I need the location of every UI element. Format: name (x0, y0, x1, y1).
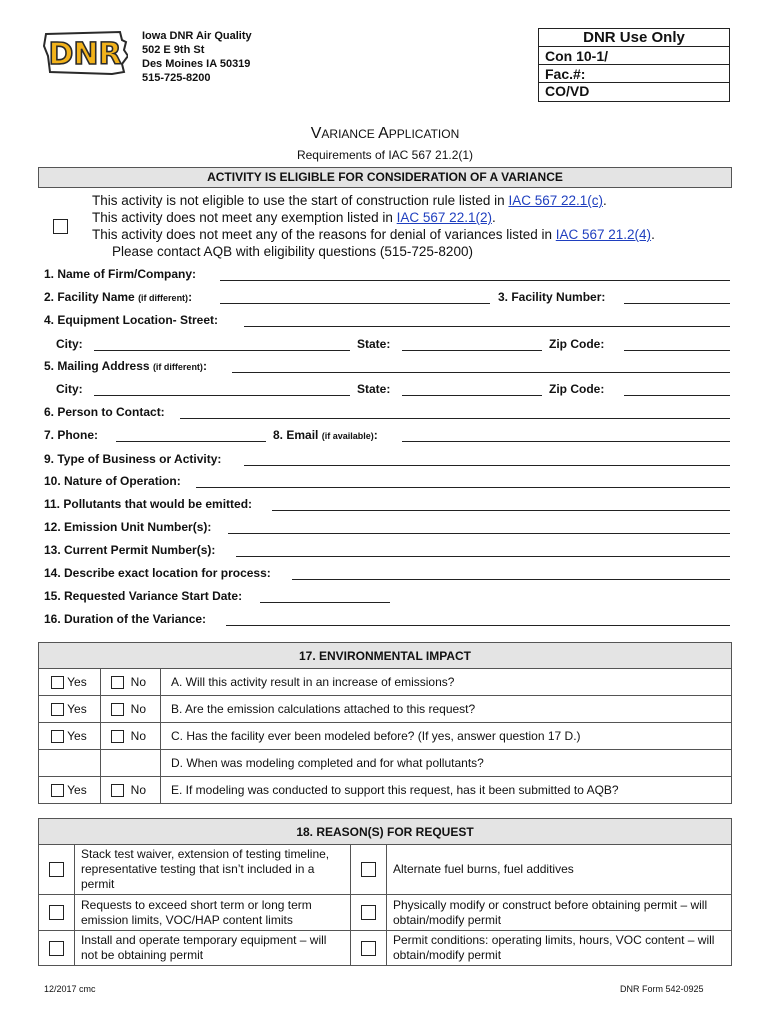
env-row-d (39, 750, 732, 777)
env-e-question: E. If modeling was conducted to support this request, has it been submitted to AQB? (161, 777, 732, 804)
eligibility-text: This activity is not eligible to use the start of construction rule listed in IAC 567 22.1(c). This activity does not meet any exemption listed in IAC 567 22.1(2). This activity does not meet any of the reasons for denial of variances listed in IAC 567 21.2(4). Please contact AQB with eligibility questions (515-725-8200) (92, 193, 655, 259)
reasons-row-2 (39, 895, 732, 931)
reason-5-checkbox[interactable] (39, 931, 75, 966)
use-only-fac: Fac.#: (539, 65, 729, 83)
input-emission-unit[interactable] (228, 533, 730, 534)
input-business-type[interactable] (244, 465, 730, 466)
label-firm: 1. Name of Firm/Company: (44, 267, 197, 281)
input-start-date[interactable] (260, 602, 390, 603)
environmental-impact-table (38, 642, 732, 804)
dnr-use-only-box (538, 28, 730, 102)
reason-1-label: Stack test waiver, extension of testing timeline, representative testing that isn’t included in a permit (75, 845, 351, 895)
page-title (0, 125, 770, 143)
link-iac-22-1c[interactable]: IAC 567 22.1(c) (508, 193, 603, 208)
reason-4-label: Physically modify or construct before obtaining permit – will obtain/modify permit (387, 895, 732, 931)
eligibility-contact: Please contact AQB with eligibility questions (515-725-8200) (112, 244, 473, 259)
env-d-question: D. When was modeling completed and for what pollutants? (161, 750, 732, 777)
requirements-subtitle: Requirements of IAC 567 21.2(1) (296, 148, 474, 162)
input-mailing-address[interactable] (232, 372, 730, 373)
env-row-e (39, 777, 732, 804)
label-facility-number: 3. Facility Number: (498, 290, 606, 304)
input-phone[interactable] (116, 441, 266, 442)
input-contact-person[interactable] (180, 418, 730, 419)
label-state-2: State: (357, 382, 391, 396)
label-contact-person: 6. Person to Contact: (44, 405, 165, 419)
label-permit-numbers: 13. Current Permit Number(s): (44, 543, 216, 557)
env-a-no[interactable]: No (101, 669, 161, 696)
dnr-logo-graphic (42, 26, 128, 76)
input-facility-number[interactable] (624, 303, 730, 304)
label-start-date: 15. Requested Variance Start Date: (44, 589, 243, 603)
input-city-2[interactable] (94, 395, 350, 396)
env-a-question: A. Will this activity result in an increase of emissions? (161, 669, 732, 696)
label-duration: 16. Duration of the Variance: (44, 612, 207, 626)
reasons-header: 18. REASON(S) FOR REQUEST (39, 819, 732, 845)
env-c-yes[interactable]: Yes (39, 723, 101, 750)
agency-city: Des Moines IA 50319 (142, 58, 251, 70)
label-email: 8. Email (if available): (273, 428, 378, 442)
input-duration[interactable] (226, 625, 730, 626)
reason-6-checkbox[interactable] (351, 931, 387, 966)
reason-1-checkbox[interactable] (39, 845, 75, 895)
input-zip-1[interactable] (624, 350, 730, 351)
reason-2-checkbox[interactable] (351, 845, 387, 895)
input-facility-name[interactable] (220, 303, 490, 304)
eligibility-header: ACTIVITY IS ELIGIBLE FOR CONSIDERATION OF A VARIANCE (38, 167, 732, 188)
env-b-yes[interactable]: Yes (39, 696, 101, 723)
label-pollutants: 11. Pollutants that would be emitted: (44, 497, 253, 511)
footer-date: 12/2017 cmc (44, 984, 96, 994)
agency-phone: 515-725-8200 (142, 72, 211, 84)
env-e-no[interactable]: No (101, 777, 161, 804)
env-c-question: C. Has the facility ever been modeled before? (If yes, answer question 17 D.) (161, 723, 732, 750)
footer-form-number: DNR Form 542-0925 (620, 984, 704, 994)
link-iac-22-1-2[interactable]: IAC 567 22.1(2) (396, 210, 492, 225)
input-state-2[interactable] (402, 395, 542, 396)
env-c-no[interactable]: No (101, 723, 161, 750)
reason-3-checkbox[interactable] (39, 895, 75, 931)
title-a: A (378, 125, 389, 142)
dnr-logo (42, 26, 128, 76)
link-iac-21-2-4[interactable]: IAC 567 21.2(4) (555, 227, 652, 242)
use-only-covd: CO/VD (545, 83, 590, 99)
label-city-2: City: (56, 382, 83, 396)
reasons-table (38, 818, 732, 966)
env-row-a (39, 669, 732, 696)
use-only-title: DNR Use Only (539, 29, 729, 47)
label-process-location: 14. Describe exact location for process: (44, 566, 271, 580)
input-process-location[interactable] (292, 579, 730, 580)
reasons-row-1 (39, 845, 732, 895)
reason-4-checkbox[interactable] (351, 895, 387, 931)
input-email[interactable] (402, 441, 730, 442)
input-zip-2[interactable] (624, 395, 730, 396)
label-zip-2: Zip Code: (549, 382, 605, 396)
env-row-b (39, 696, 732, 723)
label-state-1: State: (357, 337, 391, 351)
env-row-c (39, 723, 732, 750)
label-mailing-address: 5. Mailing Address (if different): (44, 359, 207, 373)
reason-3-label: Requests to exceed short term or long term emission limits, VOC/HAP content limits (75, 895, 351, 931)
input-firm[interactable] (220, 280, 730, 281)
label-zip-1: Zip Code: (549, 337, 605, 351)
reason-5-label: Install and operate temporary equipment – will not be obtaining permit (75, 931, 351, 966)
label-emission-unit: 12. Emission Unit Number(s): (44, 520, 212, 534)
label-phone: 7. Phone: (44, 428, 99, 442)
agency-street: 502 E 9th St (142, 44, 205, 56)
label-equipment-street: 4. Equipment Location- Street: (44, 313, 219, 327)
env-a-yes[interactable]: Yes (39, 669, 101, 696)
reasons-row-3 (39, 931, 732, 966)
label-business-type: 9. Type of Business or Activity: (44, 452, 222, 466)
logo-text: DNR (48, 37, 122, 72)
label-nature-operation: 10. Nature of Operation: (44, 474, 181, 488)
label-city-1: City: (56, 337, 83, 351)
env-header: 17. ENVIRONMENTAL IMPACT (39, 643, 732, 669)
use-only-con: Con 10-1/ (539, 47, 729, 65)
title-v: V (310, 125, 322, 142)
input-equipment-street[interactable] (244, 326, 730, 327)
input-state-1[interactable] (402, 350, 542, 351)
env-b-no[interactable]: No (101, 696, 161, 723)
env-e-yes[interactable]: Yes (39, 777, 101, 804)
eligibility-checkbox[interactable] (53, 218, 68, 236)
input-permit-numbers[interactable] (236, 556, 730, 557)
title-pplication: PPLICATION (388, 127, 460, 141)
env-b-question: B. Are the emission calculations attached to this request? (161, 696, 732, 723)
input-city-1[interactable] (94, 350, 350, 351)
reason-6-label: Permit conditions: operating limits, hours, VOC content – will obtain/modify permit (387, 931, 732, 966)
input-nature-operation[interactable] (196, 487, 730, 488)
agency-name: Iowa DNR Air Quality (142, 30, 252, 42)
agency-block (142, 29, 252, 85)
input-pollutants[interactable] (272, 510, 730, 511)
label-facility-name: 2. Facility Name (if different): (44, 290, 193, 304)
title-ariance: ARIANCE (321, 127, 379, 141)
reason-2-label: Alternate fuel burns, fuel additives (387, 845, 732, 895)
